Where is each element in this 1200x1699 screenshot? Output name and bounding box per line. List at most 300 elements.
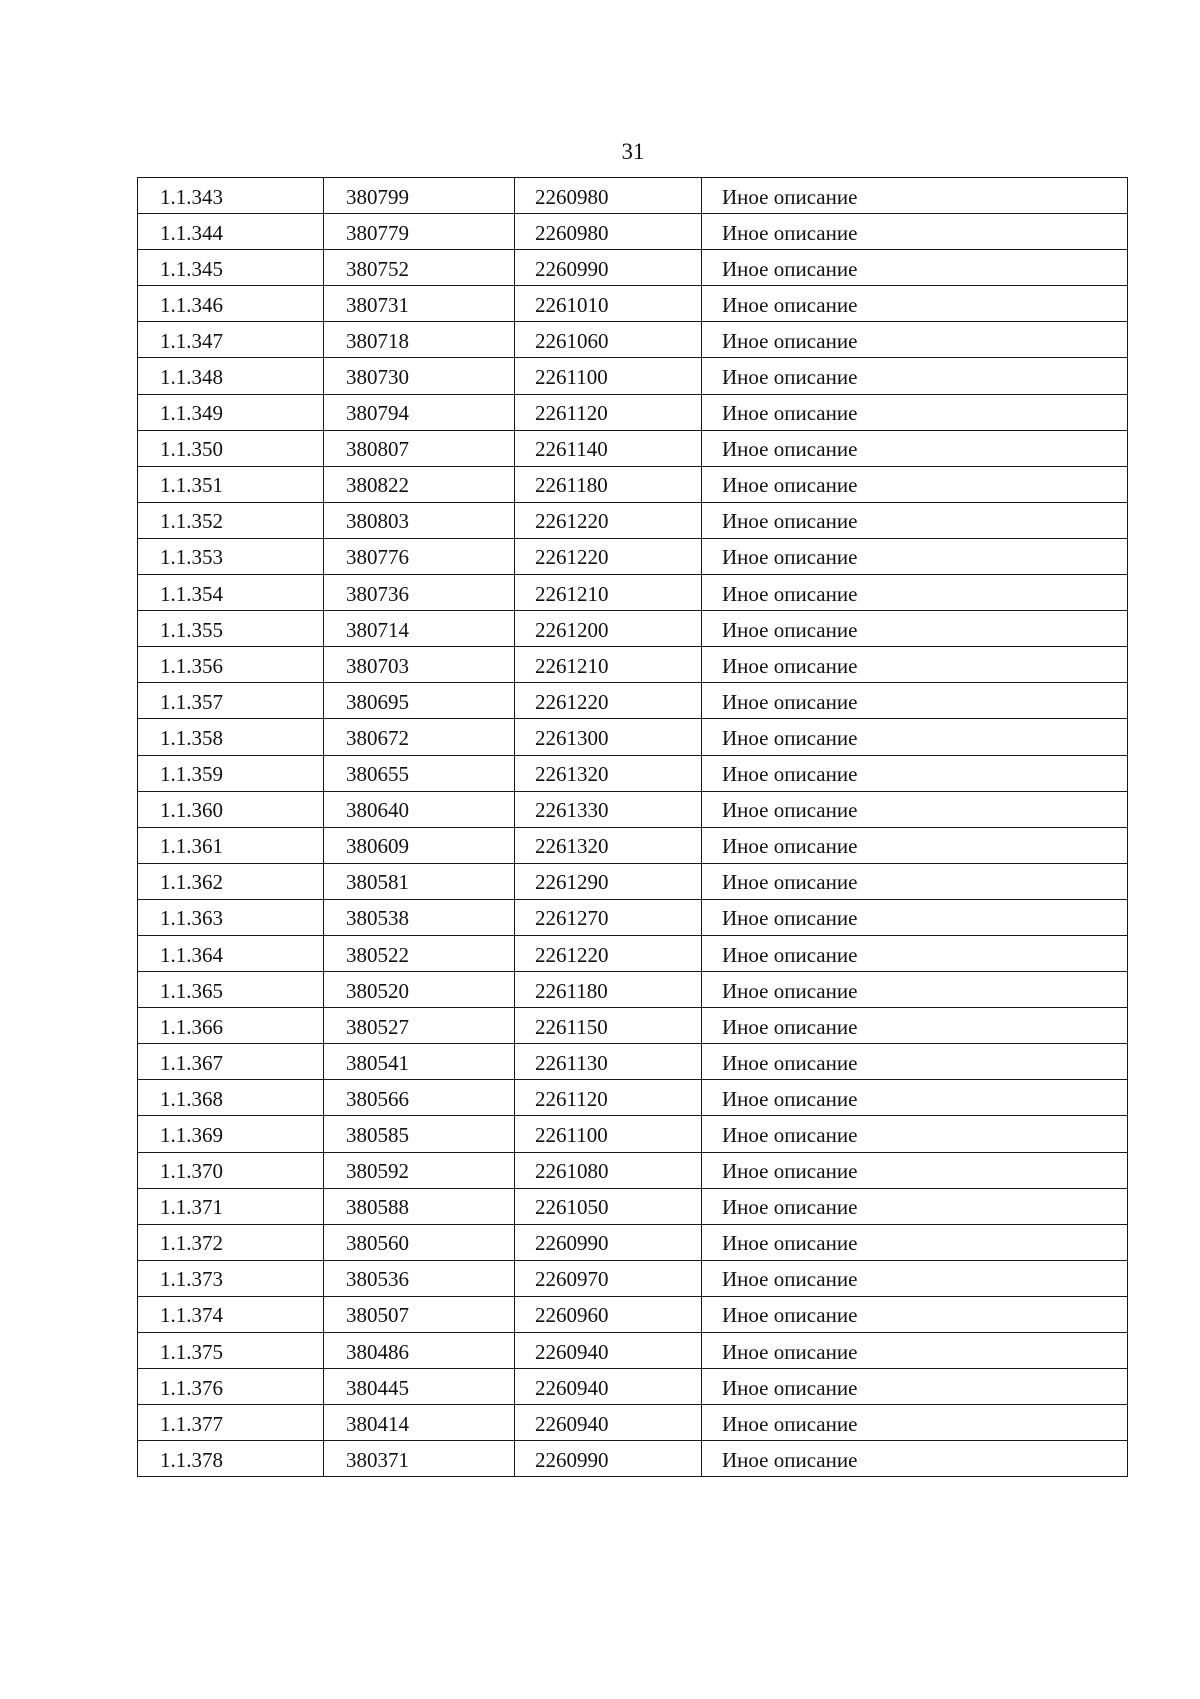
y-coordinate-text: 2260940 (535, 1339, 609, 1364)
description-cell (702, 1333, 1128, 1369)
y-coordinate-cell (515, 178, 702, 214)
point-number-text: 1.1.367 (160, 1050, 223, 1075)
x-coordinate-cell (324, 1369, 515, 1405)
description-cell (702, 647, 1128, 683)
y-coordinate-text: 2261220 (535, 942, 609, 967)
y-coordinate-cell (515, 538, 702, 574)
description-text: Иное описание (722, 184, 858, 209)
table-row (138, 1116, 1128, 1152)
x-coordinate-text: 380803 (346, 509, 409, 534)
x-coordinate-cell (324, 394, 515, 430)
description-cell (702, 863, 1128, 899)
x-coordinate-text: 380414 (346, 1411, 409, 1436)
description-text: Иное описание (722, 689, 858, 714)
description-cell (702, 430, 1128, 466)
y-coordinate-text: 2261100 (535, 365, 608, 390)
description-text: Иное описание (722, 1122, 858, 1147)
x-coordinate-cell (324, 1080, 515, 1116)
point-number-cell (138, 1008, 324, 1044)
x-coordinate-text: 380799 (346, 184, 409, 209)
y-coordinate-text: 2260990 (535, 256, 609, 281)
x-coordinate-cell (324, 250, 515, 286)
table-row (138, 1044, 1128, 1080)
x-coordinate-cell (324, 358, 515, 394)
point-number-text: 1.1.365 (160, 978, 223, 1003)
y-coordinate-text: 2260960 (535, 1303, 609, 1328)
point-number-text: 1.1.347 (160, 328, 223, 353)
table-row (138, 178, 1128, 214)
point-number-cell (138, 683, 324, 719)
description-cell (702, 1008, 1128, 1044)
x-coordinate-cell (324, 1333, 515, 1369)
y-coordinate-cell (515, 755, 702, 791)
description-text: Иное описание (722, 1447, 858, 1472)
y-coordinate-cell (515, 1296, 702, 1332)
x-coordinate-cell (324, 214, 515, 250)
point-number-cell (138, 178, 324, 214)
x-coordinate-cell (324, 430, 515, 466)
description-cell (702, 827, 1128, 863)
point-number-text: 1.1.354 (160, 581, 223, 606)
y-coordinate-cell (515, 466, 702, 502)
description-cell (702, 214, 1128, 250)
description-text: Иное описание (722, 365, 858, 390)
y-coordinate-text: 2261180 (535, 473, 608, 498)
y-coordinate-text: 2261130 (535, 1050, 608, 1075)
y-coordinate-cell (515, 1224, 702, 1260)
point-number-text: 1.1.353 (160, 545, 223, 570)
x-coordinate-text: 380718 (346, 328, 409, 353)
table-row (138, 611, 1128, 647)
table-body (138, 178, 1128, 1477)
point-number-cell (138, 1224, 324, 1260)
point-number-text: 1.1.355 (160, 617, 223, 642)
description-text: Иное описание (722, 762, 858, 787)
y-coordinate-text: 2261320 (535, 762, 609, 787)
y-coordinate-cell (515, 1188, 702, 1224)
point-number-cell (138, 466, 324, 502)
description-text: Иное описание (722, 581, 858, 606)
y-coordinate-text: 2261220 (535, 545, 609, 570)
y-coordinate-text: 2260980 (535, 184, 609, 209)
description-text: Иное описание (722, 1303, 858, 1328)
y-coordinate-cell (515, 250, 702, 286)
y-coordinate-text: 2261140 (535, 437, 608, 462)
x-coordinate-cell (324, 935, 515, 971)
point-number-cell (138, 719, 324, 755)
description-text: Иное описание (722, 1339, 858, 1364)
description-cell (702, 250, 1128, 286)
point-number-text: 1.1.373 (160, 1267, 223, 1292)
point-number-cell (138, 611, 324, 647)
description-cell (702, 538, 1128, 574)
y-coordinate-cell (515, 430, 702, 466)
y-coordinate-cell (515, 719, 702, 755)
point-number-text: 1.1.351 (160, 473, 223, 498)
x-coordinate-cell (324, 863, 515, 899)
point-number-text: 1.1.352 (160, 509, 223, 534)
description-cell (702, 322, 1128, 358)
y-coordinate-cell (515, 1080, 702, 1116)
point-number-cell (138, 214, 324, 250)
x-coordinate-text: 380730 (346, 365, 409, 390)
y-coordinate-cell (515, 791, 702, 827)
x-coordinate-cell (324, 972, 515, 1008)
point-number-text: 1.1.362 (160, 870, 223, 895)
y-coordinate-cell (515, 647, 702, 683)
y-coordinate-text: 2261060 (535, 328, 609, 353)
x-coordinate-cell (324, 1152, 515, 1188)
table-row (138, 538, 1128, 574)
description-cell (702, 935, 1128, 971)
x-coordinate-text: 380585 (346, 1122, 409, 1147)
description-text: Иное описание (722, 1411, 858, 1436)
description-text: Иное описание (722, 653, 858, 678)
y-coordinate-cell (515, 972, 702, 1008)
y-coordinate-text: 2261300 (535, 725, 609, 750)
table-row (138, 863, 1128, 899)
description-text: Иное описание (722, 906, 858, 931)
y-coordinate-text: 2260980 (535, 220, 609, 245)
table-row (138, 1333, 1128, 1369)
x-coordinate-text: 380486 (346, 1339, 409, 1364)
point-number-cell (138, 899, 324, 935)
y-coordinate-cell (515, 827, 702, 863)
table-row (138, 286, 1128, 322)
description-text: Иное описание (722, 1195, 858, 1220)
description-cell (702, 1188, 1128, 1224)
x-coordinate-text: 380822 (346, 473, 409, 498)
y-coordinate-cell (515, 899, 702, 935)
y-coordinate-cell (515, 322, 702, 358)
x-coordinate-cell (324, 1441, 515, 1477)
table-row (138, 1369, 1128, 1405)
y-coordinate-cell (515, 214, 702, 250)
table-row (138, 791, 1128, 827)
point-number-text: 1.1.345 (160, 256, 223, 281)
description-cell (702, 178, 1128, 214)
description-text: Иное описание (722, 328, 858, 353)
x-coordinate-text: 380566 (346, 1086, 409, 1111)
x-coordinate-cell (324, 1116, 515, 1152)
description-cell (702, 502, 1128, 538)
x-coordinate-text: 380807 (346, 437, 409, 462)
table-row (138, 466, 1128, 502)
x-coordinate-text: 380695 (346, 689, 409, 714)
description-text: Иное описание (722, 1231, 858, 1256)
description-text: Иное описание (722, 942, 858, 967)
description-cell (702, 466, 1128, 502)
table-row (138, 1152, 1128, 1188)
x-coordinate-text: 380588 (346, 1195, 409, 1220)
point-number-text: 1.1.368 (160, 1086, 223, 1111)
description-cell (702, 899, 1128, 935)
x-coordinate-cell (324, 899, 515, 935)
description-cell (702, 1260, 1128, 1296)
y-coordinate-text: 2261220 (535, 689, 609, 714)
description-text: Иное описание (722, 617, 858, 642)
table-row (138, 647, 1128, 683)
point-number-text: 1.1.358 (160, 725, 223, 750)
description-text: Иное описание (722, 1375, 858, 1400)
x-coordinate-text: 380592 (346, 1159, 409, 1184)
x-coordinate-text: 380752 (346, 256, 409, 281)
table-row (138, 755, 1128, 791)
y-coordinate-text: 2261150 (535, 1014, 608, 1039)
description-text: Иное описание (722, 1267, 858, 1292)
table-row (138, 1441, 1128, 1477)
description-text: Иное описание (722, 1159, 858, 1184)
point-number-text: 1.1.372 (160, 1231, 223, 1256)
point-number-text: 1.1.369 (160, 1122, 223, 1147)
point-number-cell (138, 286, 324, 322)
y-coordinate-cell (515, 1116, 702, 1152)
point-number-cell (138, 358, 324, 394)
point-number-cell (138, 1188, 324, 1224)
table-row (138, 719, 1128, 755)
description-cell (702, 1224, 1128, 1260)
y-coordinate-cell (515, 1369, 702, 1405)
x-coordinate-cell (324, 791, 515, 827)
description-cell (702, 683, 1128, 719)
y-coordinate-cell (515, 394, 702, 430)
x-coordinate-cell (324, 575, 515, 611)
x-coordinate-cell (324, 1044, 515, 1080)
point-number-text: 1.1.375 (160, 1339, 223, 1364)
x-coordinate-text: 380522 (346, 942, 409, 967)
y-coordinate-cell (515, 863, 702, 899)
x-coordinate-text: 380581 (346, 870, 409, 895)
table-row (138, 214, 1128, 250)
y-coordinate-text: 2261210 (535, 653, 609, 678)
description-text: Иное описание (722, 256, 858, 281)
y-coordinate-text: 2261270 (535, 906, 609, 931)
point-number-text: 1.1.346 (160, 292, 223, 317)
description-text: Иное описание (722, 401, 858, 426)
y-coordinate-cell (515, 286, 702, 322)
point-number-cell (138, 863, 324, 899)
y-coordinate-cell (515, 502, 702, 538)
x-coordinate-cell (324, 322, 515, 358)
coordinates-table (137, 177, 1128, 1477)
point-number-text: 1.1.377 (160, 1411, 223, 1436)
point-number-cell (138, 1441, 324, 1477)
table-row (138, 575, 1128, 611)
point-number-text: 1.1.361 (160, 834, 223, 859)
x-coordinate-cell (324, 755, 515, 791)
x-coordinate-text: 380560 (346, 1231, 409, 1256)
description-cell (702, 358, 1128, 394)
point-number-cell (138, 502, 324, 538)
point-number-text: 1.1.378 (160, 1447, 223, 1472)
y-coordinate-text: 2261100 (535, 1122, 608, 1147)
x-coordinate-cell (324, 502, 515, 538)
point-number-text: 1.1.344 (160, 220, 223, 245)
description-cell (702, 1152, 1128, 1188)
y-coordinate-text: 2261120 (535, 1086, 608, 1111)
x-coordinate-cell (324, 1224, 515, 1260)
point-number-text: 1.1.360 (160, 798, 223, 823)
x-coordinate-cell (324, 683, 515, 719)
table-row (138, 358, 1128, 394)
table-row (138, 394, 1128, 430)
point-number-cell (138, 1296, 324, 1332)
description-text: Иное описание (722, 1014, 858, 1039)
point-number-text: 1.1.356 (160, 653, 223, 678)
x-coordinate-cell (324, 719, 515, 755)
y-coordinate-cell (515, 358, 702, 394)
x-coordinate-cell (324, 1188, 515, 1224)
y-coordinate-text: 2260940 (535, 1411, 609, 1436)
point-number-cell (138, 430, 324, 466)
description-cell (702, 1405, 1128, 1441)
x-coordinate-cell (324, 286, 515, 322)
x-coordinate-text: 380736 (346, 581, 409, 606)
y-coordinate-text: 2260970 (535, 1267, 609, 1292)
x-coordinate-text: 380794 (346, 401, 409, 426)
y-coordinate-cell (515, 1333, 702, 1369)
point-number-text: 1.1.350 (160, 437, 223, 462)
x-coordinate-text: 380541 (346, 1050, 409, 1075)
table-row (138, 1260, 1128, 1296)
x-coordinate-cell (324, 647, 515, 683)
point-number-cell (138, 394, 324, 430)
x-coordinate-text: 380520 (346, 978, 409, 1003)
description-text: Иное описание (722, 509, 858, 534)
x-coordinate-cell (324, 1260, 515, 1296)
y-coordinate-cell (515, 575, 702, 611)
y-coordinate-text: 2261330 (535, 798, 609, 823)
description-text: Иное описание (722, 725, 858, 750)
x-coordinate-cell (324, 1296, 515, 1332)
y-coordinate-cell (515, 1260, 702, 1296)
y-coordinate-text: 2261120 (535, 401, 608, 426)
description-text: Иное описание (722, 834, 858, 859)
y-coordinate-cell (515, 1008, 702, 1044)
point-number-cell (138, 1080, 324, 1116)
x-coordinate-text: 380445 (346, 1375, 409, 1400)
point-number-cell (138, 972, 324, 1008)
description-text: Иное описание (722, 473, 858, 498)
description-text: Иное описание (722, 870, 858, 895)
y-coordinate-text: 2261200 (535, 617, 609, 642)
table-row (138, 1188, 1128, 1224)
table-row (138, 430, 1128, 466)
point-number-cell (138, 250, 324, 286)
y-coordinate-text: 2260940 (535, 1375, 609, 1400)
description-text: Иное описание (722, 220, 858, 245)
description-cell (702, 286, 1128, 322)
x-coordinate-cell (324, 611, 515, 647)
x-coordinate-text: 380776 (346, 545, 409, 570)
x-coordinate-cell (324, 466, 515, 502)
table-row (138, 1080, 1128, 1116)
description-cell (702, 791, 1128, 827)
table-row (138, 1008, 1128, 1044)
table-row (138, 1296, 1128, 1332)
point-number-cell (138, 1369, 324, 1405)
x-coordinate-text: 380371 (346, 1447, 409, 1472)
description-cell (702, 1369, 1128, 1405)
x-coordinate-cell (324, 1008, 515, 1044)
y-coordinate-cell (515, 611, 702, 647)
y-coordinate-cell (515, 1405, 702, 1441)
description-cell (702, 1296, 1128, 1332)
y-coordinate-text: 2261080 (535, 1159, 609, 1184)
point-number-text: 1.1.370 (160, 1159, 223, 1184)
point-number-text: 1.1.364 (160, 942, 223, 967)
point-number-cell (138, 1333, 324, 1369)
point-number-text: 1.1.371 (160, 1195, 223, 1220)
description-cell (702, 1441, 1128, 1477)
point-number-cell (138, 1260, 324, 1296)
description-text: Иное описание (722, 1086, 858, 1111)
y-coordinate-text: 2261320 (535, 834, 609, 859)
point-number-cell (138, 538, 324, 574)
description-cell (702, 611, 1128, 647)
description-cell (702, 755, 1128, 791)
table-row (138, 250, 1128, 286)
description-text: Иное описание (722, 292, 858, 317)
point-number-text: 1.1.359 (160, 762, 223, 787)
table-row (138, 683, 1128, 719)
point-number-cell (138, 791, 324, 827)
page-number: 31 (621, 139, 645, 164)
y-coordinate-cell (515, 1152, 702, 1188)
x-coordinate-cell (324, 827, 515, 863)
y-coordinate-text: 2261290 (535, 870, 609, 895)
point-number-text: 1.1.363 (160, 906, 223, 931)
table-row (138, 1405, 1128, 1441)
table-row (138, 972, 1128, 1008)
x-coordinate-text: 380731 (346, 292, 409, 317)
point-number-text: 1.1.349 (160, 401, 223, 426)
point-number-cell (138, 322, 324, 358)
point-number-text: 1.1.374 (160, 1303, 223, 1328)
point-number-cell (138, 1116, 324, 1152)
point-number-cell (138, 827, 324, 863)
description-text: Иное описание (722, 1050, 858, 1075)
y-coordinate-text: 2261180 (535, 978, 608, 1003)
description-cell (702, 1116, 1128, 1152)
x-coordinate-text: 380609 (346, 834, 409, 859)
table-row (138, 322, 1128, 358)
point-number-text: 1.1.366 (160, 1014, 223, 1039)
table-row (138, 502, 1128, 538)
x-coordinate-text: 380538 (346, 906, 409, 931)
point-number-cell (138, 1152, 324, 1188)
point-number-cell (138, 935, 324, 971)
x-coordinate-text: 380672 (346, 725, 409, 750)
y-coordinate-cell (515, 935, 702, 971)
point-number-cell (138, 1405, 324, 1441)
description-text: Иное описание (722, 545, 858, 570)
x-coordinate-cell (324, 178, 515, 214)
y-coordinate-cell (515, 1441, 702, 1477)
description-cell (702, 394, 1128, 430)
x-coordinate-text: 380507 (346, 1303, 409, 1328)
point-number-cell (138, 755, 324, 791)
description-cell (702, 972, 1128, 1008)
y-coordinate-text: 2260990 (535, 1447, 609, 1472)
description-cell (702, 1044, 1128, 1080)
x-coordinate-cell (324, 538, 515, 574)
x-coordinate-text: 380527 (346, 1014, 409, 1039)
description-text: Иное описание (722, 798, 858, 823)
x-coordinate-text: 380714 (346, 617, 409, 642)
description-cell (702, 575, 1128, 611)
description-text: Иное описание (722, 978, 858, 1003)
